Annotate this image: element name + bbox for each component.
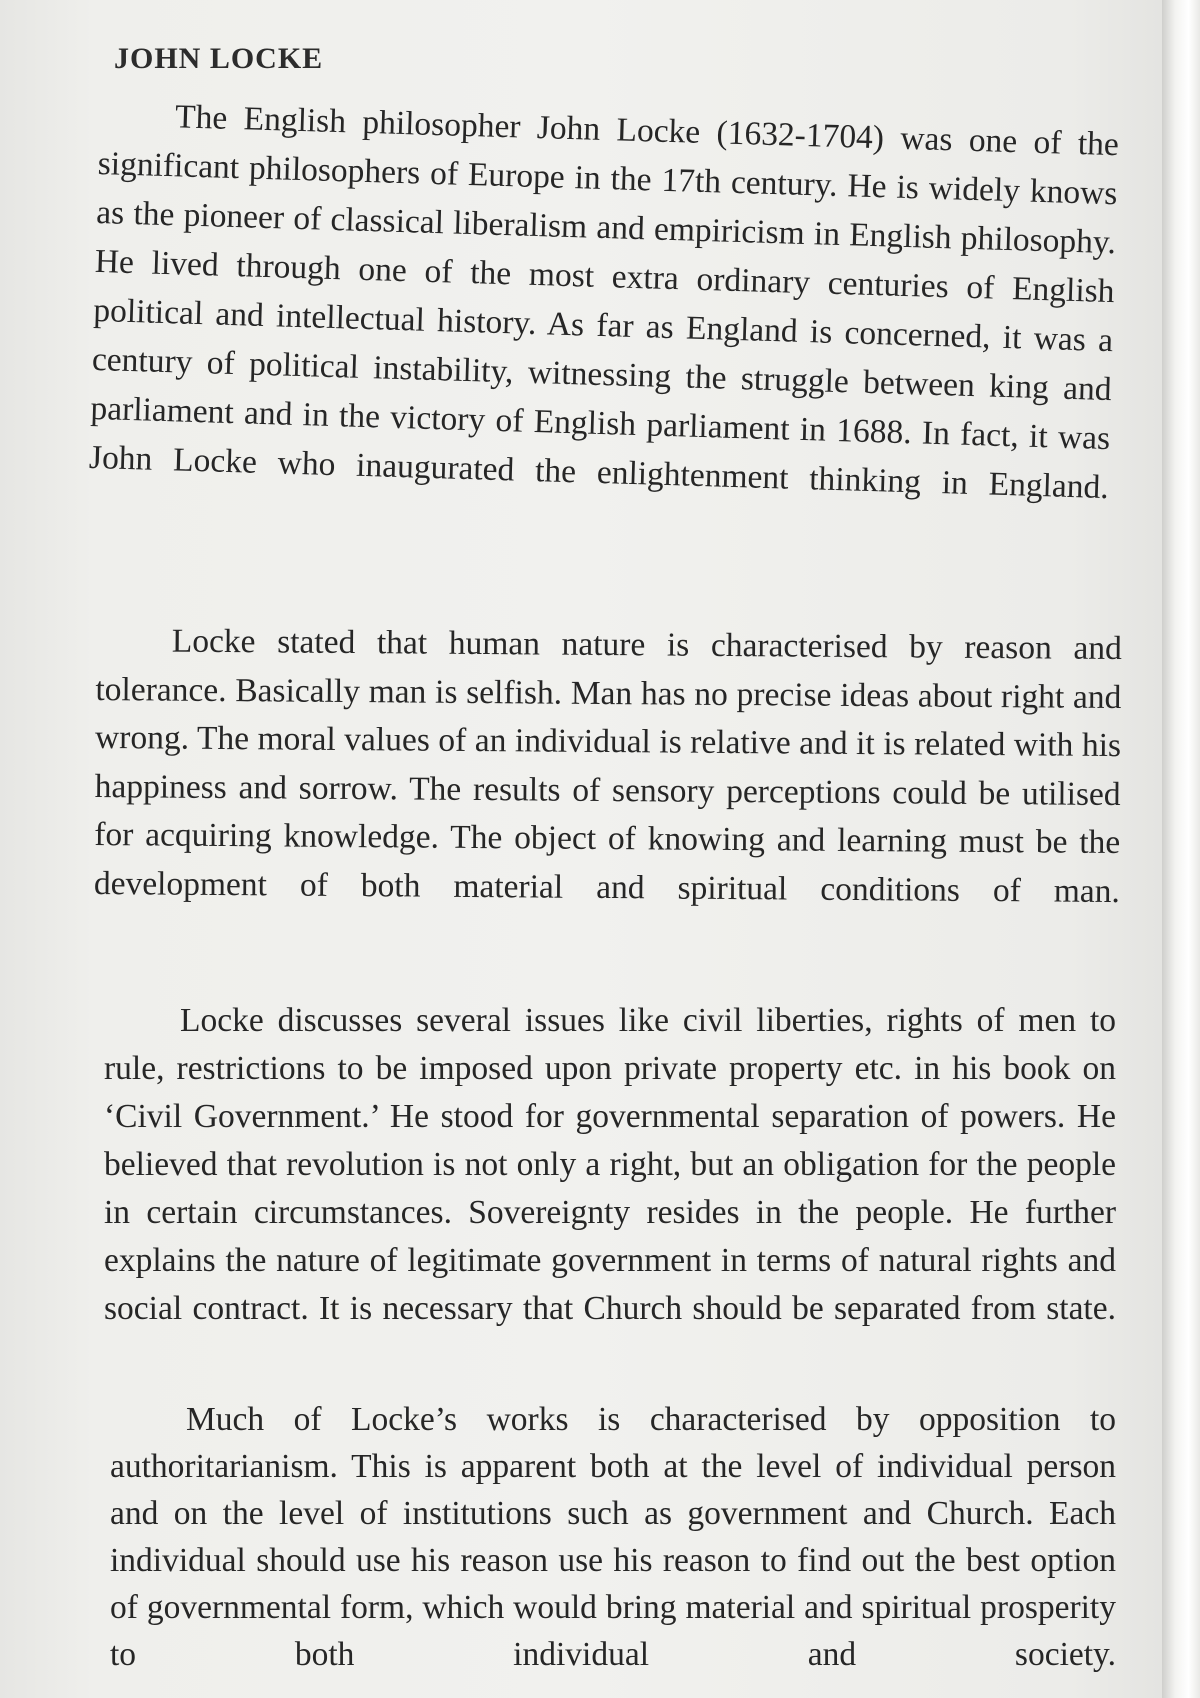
- paragraph-4: [110, 1396, 1116, 1698]
- paragraph-indent: [96, 651, 172, 652]
- paragraph-indent: [99, 125, 175, 127]
- paragraph-1-text: The English philosopher John Locke (1632-1704) was one of the significant philosophers of Europe in the 17th century. He is widely knows as the pioneer of classical liberalism and empiricism in English philosophy. He lived through one of the most extra ordinary centuries of English political and intellectual history. As far as England is concerned, it was a century of political instability, witnessing the struggle between king and parliament and in the victory of English parliament in 1688. In fact, it was John Locke who inaugurated the enlightenment thinking in England.: [88, 98, 1120, 507]
- section-heading: JOHN LOCKE: [114, 42, 324, 75]
- paragraph-2-text: Locke stated that human nature is characterised by reason and tolerance. Basically man is selfish. Man has no precise ideas about right and wrong. The moral values of an individual is relative and it is related with his happiness and sorrow. The results of sensory perceptions could be utilised for acquiring knowledge. The object of knowing and learning must be the development of both material and spiritual conditions of man.: [93, 622, 1122, 910]
- page-binding-edge: [1162, 0, 1200, 1698]
- paragraph-2: [93, 617, 1122, 965]
- paragraph-1: [87, 90, 1120, 561]
- paragraph-4-text: Much of Locke’s works is characterised by opposition to authoritarianism. This is apparent both at the level of individual person and on the level of institutions such as government and Church. Each individual should use his reason use his reason to find out the best option of governmental form, which would bring material and spiritual prosperity to both individual and society.: [110, 1401, 1116, 1673]
- paragraph-3: [104, 997, 1116, 1381]
- paragraph-3-text: Locke discusses several issues like civil liberties, rights of men to rule, restrictions to be imposed upon private property etc. in his book on ‘Civil Government.’ He stood for governmental separation of powers. He believed that revolution is not only a right, but an obligation for the people in certain circumstances. Sovereignty resides in the people. He further explains the nature of legitimate government in terms of natural rights and social contract. It is necessary that Church should be separated from state.: [104, 1002, 1116, 1327]
